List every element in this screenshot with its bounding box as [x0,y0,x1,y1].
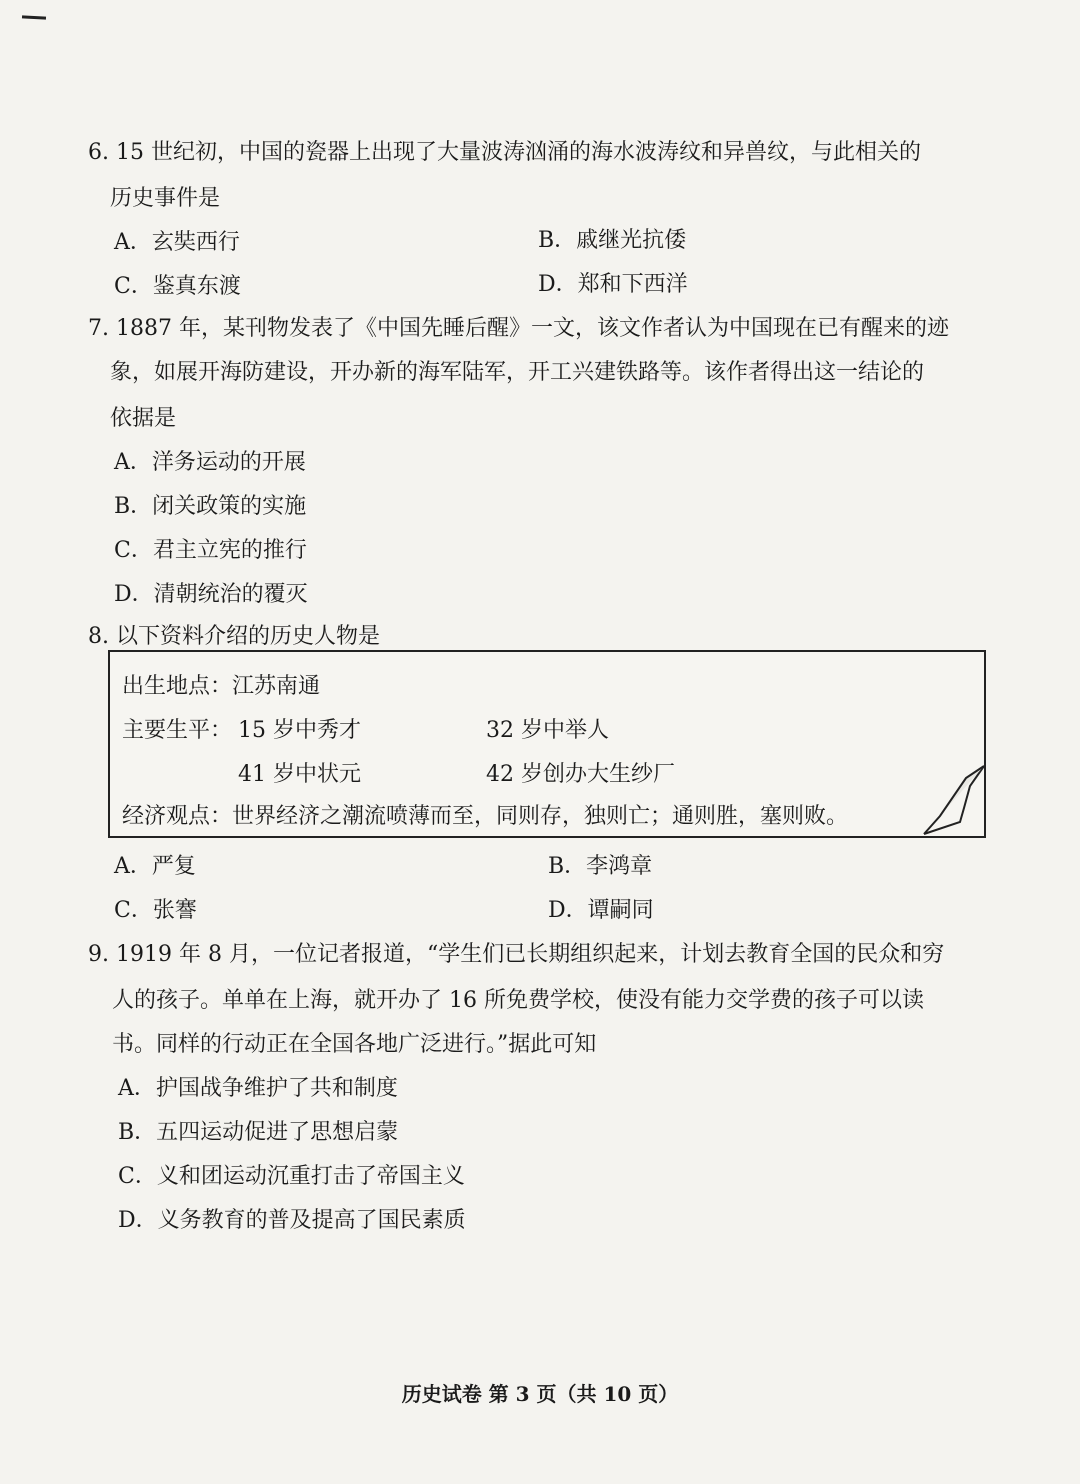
q7-option-c[interactable]: C．君主立宪的推行 [114,538,307,563]
q8-box-view: 经济观点：世界经济之潮流喷薄而至，同则存，独则亡；通则胜，塞则败。 [122,804,849,829]
q8-option-a[interactable]: A．严复 [114,854,196,879]
q7-option-a[interactable]: A．洋务运动的开展 [114,450,306,475]
q8-box-birth: 出生地点：江苏南通 [122,674,321,699]
q8-info-box [108,650,986,838]
q6-option-a[interactable]: A．玄奘西行 [114,230,240,255]
q6-option-d[interactable]: D．郑和下西洋 [538,272,688,297]
q9-option-c[interactable]: C．义和团运动沉重打击了帝国主义 [118,1164,465,1189]
page-curl-icon [904,756,984,836]
q8-stem-line-1: 8. 以下资料介绍的历史人物是 [88,624,380,649]
q9-stem-line-3: 书。同样的行动正在全国各地广泛进行。”据此可知 [112,1032,597,1057]
q6-stem-line-1: 6. 15 世纪初，中国的瓷器上出现了大量波涛汹涌的海水波涛纹和异兽纹，与此相关的 [88,140,921,165]
q7-option-b[interactable]: B．闭关政策的实施 [114,494,307,519]
q7-stem-line-3: 依据是 [110,406,177,431]
q8-option-b[interactable]: B．李鸿章 [548,854,653,879]
q8-option-d[interactable]: D．谭嗣同 [548,898,654,923]
q7-stem-line-2: 象，如展开海防建设，开办新的海军陆军，开工兴建铁路等。该作者得出这一结论的 [110,360,925,385]
q8-box-life-4: 42 岁创办大生纱厂 [486,762,675,787]
q9-option-a[interactable]: A．护国战争维护了共和制度 [118,1076,398,1101]
q9-stem-line-2: 人的孩子。单单在上海，就开办了 16 所免费学校，使没有能力交学费的孩子可以读 [112,988,924,1013]
q8-box-life-2: 32 岁中举人 [486,718,609,743]
corner-mark [22,15,46,19]
q7-stem-line-1: 7. 1887 年，某刊物发表了《中国先睡后醒》一文，该文作者认为中国现在已有醒来的迹 [88,316,949,341]
q6-option-c[interactable]: C．鉴真东渡 [114,274,241,299]
q6-option-b[interactable]: B．戚继光抗倭 [538,228,687,253]
q8-box-life-1: 15 岁中秀才 [238,718,361,743]
q8-box-life-label: 主要生平： [122,718,233,743]
q9-option-b[interactable]: B．五四运动促进了思想启蒙 [118,1120,399,1145]
q6-stem-line-2: 历史事件是 [110,186,221,211]
q9-option-d[interactable]: D．义务教育的普及提高了国民素质 [118,1208,466,1233]
q7-option-d[interactable]: D．清朝统治的覆灭 [114,582,308,607]
page-footer: 历史试卷 第 3 页（共 10 页） [401,1382,679,1406]
q9-stem-line-1: 9. 1919 年 8 月，一位记者报道，“学生们已长期组织起来，计划去教育全国的民众和穷 [88,942,945,967]
q8-box-life-3: 41 岁中状元 [238,762,361,787]
q8-option-c[interactable]: C．张謇 [114,898,197,923]
